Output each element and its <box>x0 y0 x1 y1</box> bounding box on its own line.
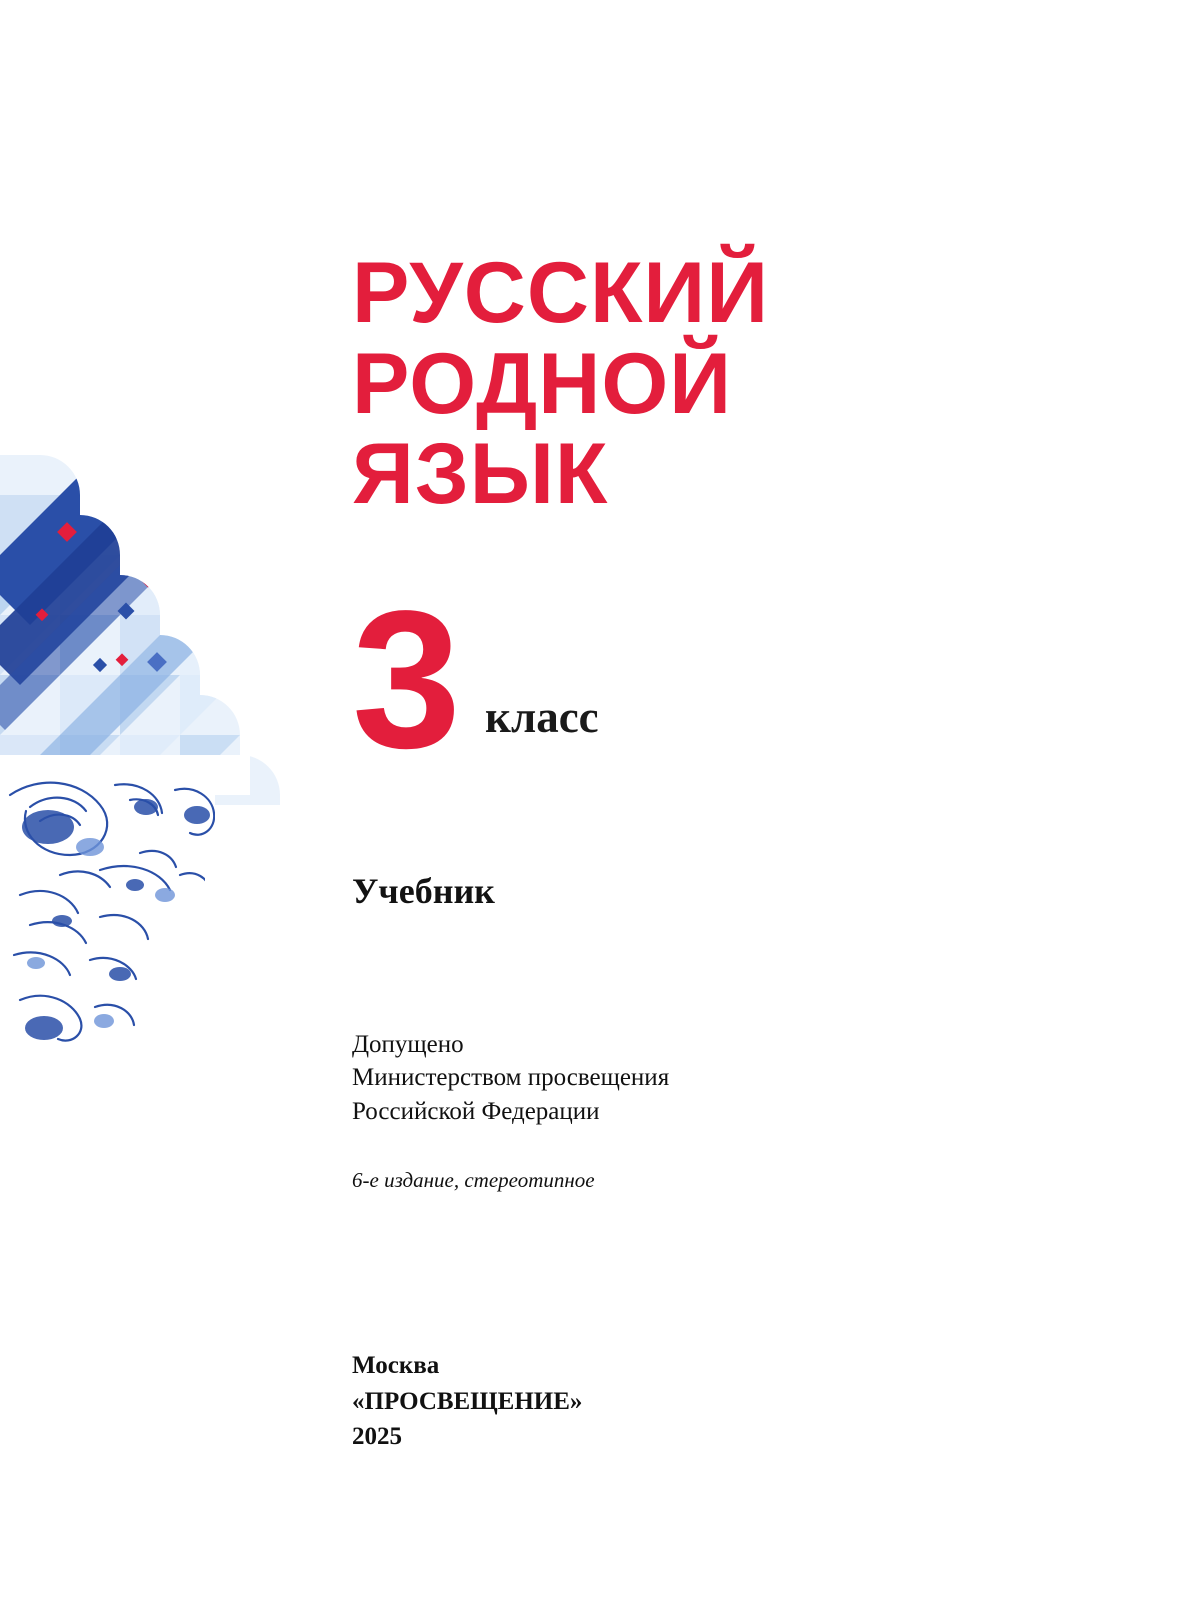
grade-word: класс <box>485 691 599 742</box>
page-title <box>352 245 992 524</box>
title-line-2: РОДНОЙ <box>352 335 733 432</box>
grade-block <box>352 570 599 789</box>
approval-statement <box>352 1028 669 1128</box>
gzhel-floral-corner-ornament-icon <box>0 455 310 1085</box>
imprint-block <box>352 1348 582 1455</box>
imprint-year: 2025 <box>352 1423 402 1450</box>
approval-line-3: Российской Федерации <box>352 1097 600 1125</box>
grade-number: 3 <box>352 570 460 789</box>
edition-note: 6-е издание, стереотипное <box>352 1168 595 1192</box>
title-line-1: РУССКИЙ <box>352 245 770 341</box>
book-kind-label: Учебник <box>352 871 495 911</box>
approval-line-1: Допущено <box>352 1031 464 1058</box>
imprint-city: Москва <box>352 1352 440 1379</box>
imprint-publisher: «ПРОСВЕЩЕНИЕ» <box>352 1387 583 1415</box>
approval-line-2: Министерством просвещения <box>352 1064 670 1092</box>
title-line-3: ЯЗЫК <box>352 426 609 523</box>
